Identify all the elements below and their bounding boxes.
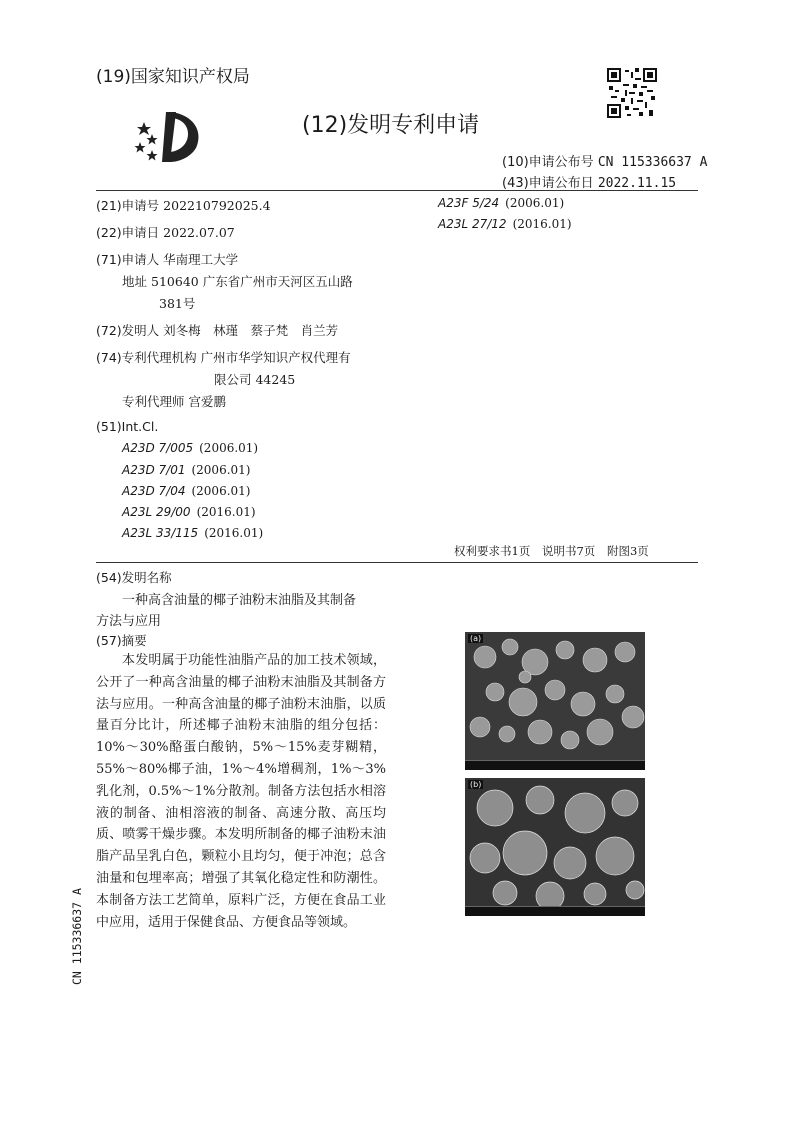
- application-date: 2022.07.07: [163, 225, 235, 240]
- application-number: 202210792025.4: [163, 198, 271, 213]
- int-cl-entry: [438, 217, 572, 231]
- int-cl-version: (2016.01): [204, 526, 264, 540]
- abstract-label: (57)摘要: [96, 633, 147, 648]
- document-type: (12)发明专利申请: [302, 113, 480, 138]
- figure-a-scale-bar: [465, 760, 645, 770]
- address-line-2: 381号: [159, 296, 196, 311]
- header-divider: [96, 190, 698, 191]
- int-cl-entry: [122, 526, 263, 540]
- side-publication-number: CN 115336637 A: [70, 888, 84, 985]
- applicant-row: [96, 250, 238, 268]
- invention-title-line-2: 方法与应用: [96, 614, 162, 629]
- int-cl-version: (2006.01): [199, 441, 259, 455]
- figure-b-scale-bar: [465, 906, 645, 916]
- publication-date-row: [502, 172, 676, 191]
- inventors-row: [96, 321, 338, 339]
- int-cl-code: A23L 29/00: [122, 505, 191, 519]
- int-cl-version: (2006.01): [191, 463, 251, 477]
- application-number-row: [96, 196, 271, 214]
- figure-b-label: (b): [470, 780, 482, 789]
- abstract-text: 本发明属于功能性油脂产品的加工技术领域，公开了一种高含油量的椰子油粉末油脂及其制备方法与应用。一种高含油量的椰子油粉末油脂，以质量百分比计，所述椰子油粉末油脂的组分包括：10%～30%酪蛋白酸钠，5%～15%麦芽糊精，55%～80%椰子油，1%～4%增稠剂，1%～3%乳化剂，0.5%～1%分散剂。制备方法包括水相溶液的制备、油相溶液的制备、高速分散、高压均质、喷雾干燥步骤。本发明所制备的椰子油粉末油脂产品呈乳白色，颗粒小且均匀，便于冲泡；总含油量和包埋率高；增强了其氧化稳定性和防潮性。本制备方法工艺简单，原料广泛，方便在食品工业中应用，适用于保健食品、方便食品等领域。: [96, 653, 386, 930]
- agent-row: [122, 392, 226, 410]
- int-cl-version: (2006.01): [191, 484, 251, 498]
- address-line-1: 510640 广东省广州市天河区五山路: [151, 274, 353, 289]
- application-date-label: (22)申请日: [96, 225, 160, 240]
- int-cl-version: (2016.01): [512, 217, 572, 231]
- int-cl-code: A23F 5/24: [438, 196, 500, 210]
- invention-title-line-1: 一种高含油量的椰子油粉末油脂及其制备: [122, 593, 357, 608]
- agency-line-2: 限公司 44245: [214, 372, 296, 387]
- int-cl-code: A23L 33/115: [122, 526, 199, 540]
- abstract-figure-a: [465, 632, 645, 770]
- agency-row: [96, 348, 351, 366]
- int-cl-version: (2006.01): [505, 196, 565, 210]
- micrograph-b-image: [465, 778, 645, 916]
- micrograph-a-image: [465, 632, 645, 770]
- application-number-label: (21)申请号: [96, 198, 160, 213]
- qr-code-icon: [607, 68, 657, 118]
- int-cl-version: (2016.01): [196, 505, 256, 519]
- int-cl-entry: [122, 484, 250, 498]
- figure-a-label: (a): [470, 634, 482, 643]
- int-cl-entry: [122, 505, 256, 519]
- int-cl-code: A23L 27/12: [438, 217, 507, 231]
- publication-date-label: (43)申请公布日: [502, 176, 594, 191]
- int-cl-entry: [122, 441, 258, 455]
- cnipa-logo: [132, 108, 208, 164]
- publication-number-row: [502, 151, 707, 170]
- applicant-label: (71)申请人: [96, 252, 160, 267]
- int-cl-code: A23D 7/04: [122, 484, 186, 498]
- page-count-info: 权利要求书1页 说明书7页 附图3页: [454, 544, 649, 558]
- publication-number-label: (10)申请公布号: [502, 155, 594, 170]
- int-cl-code: A23D 7/005: [122, 441, 194, 455]
- int-cl-entry: [122, 463, 250, 477]
- agent-label: 专利代理师: [122, 394, 185, 409]
- publication-number: CN 115336637 A: [597, 155, 708, 170]
- application-date-row: [96, 223, 235, 241]
- section-divider: [96, 562, 698, 563]
- address-label: 地址: [122, 274, 148, 289]
- int-cl-entry: [438, 196, 564, 210]
- inventors: 刘冬梅 林瑾 蔡子梵 肖兰芳: [163, 323, 339, 338]
- address-row: [122, 272, 353, 290]
- publication-date: 2022.11.15: [597, 176, 677, 191]
- abstract-figure-b: [465, 778, 645, 916]
- agent: 宫爱鹏: [188, 394, 227, 409]
- office-name: (19)国家知识产权局: [96, 67, 250, 87]
- agency-line-1: 广州市华学知识产权代理有: [200, 350, 351, 365]
- int-cl-code: A23D 7/01: [122, 463, 186, 477]
- inventors-label: (72)发明人: [96, 323, 160, 338]
- applicant: 华南理工大学: [163, 252, 239, 267]
- int-cl-label: (51)Int.Cl.: [96, 419, 159, 434]
- agency-label: (74)专利代理机构: [96, 350, 197, 365]
- invention-title-label: (54)发明名称: [96, 570, 172, 585]
